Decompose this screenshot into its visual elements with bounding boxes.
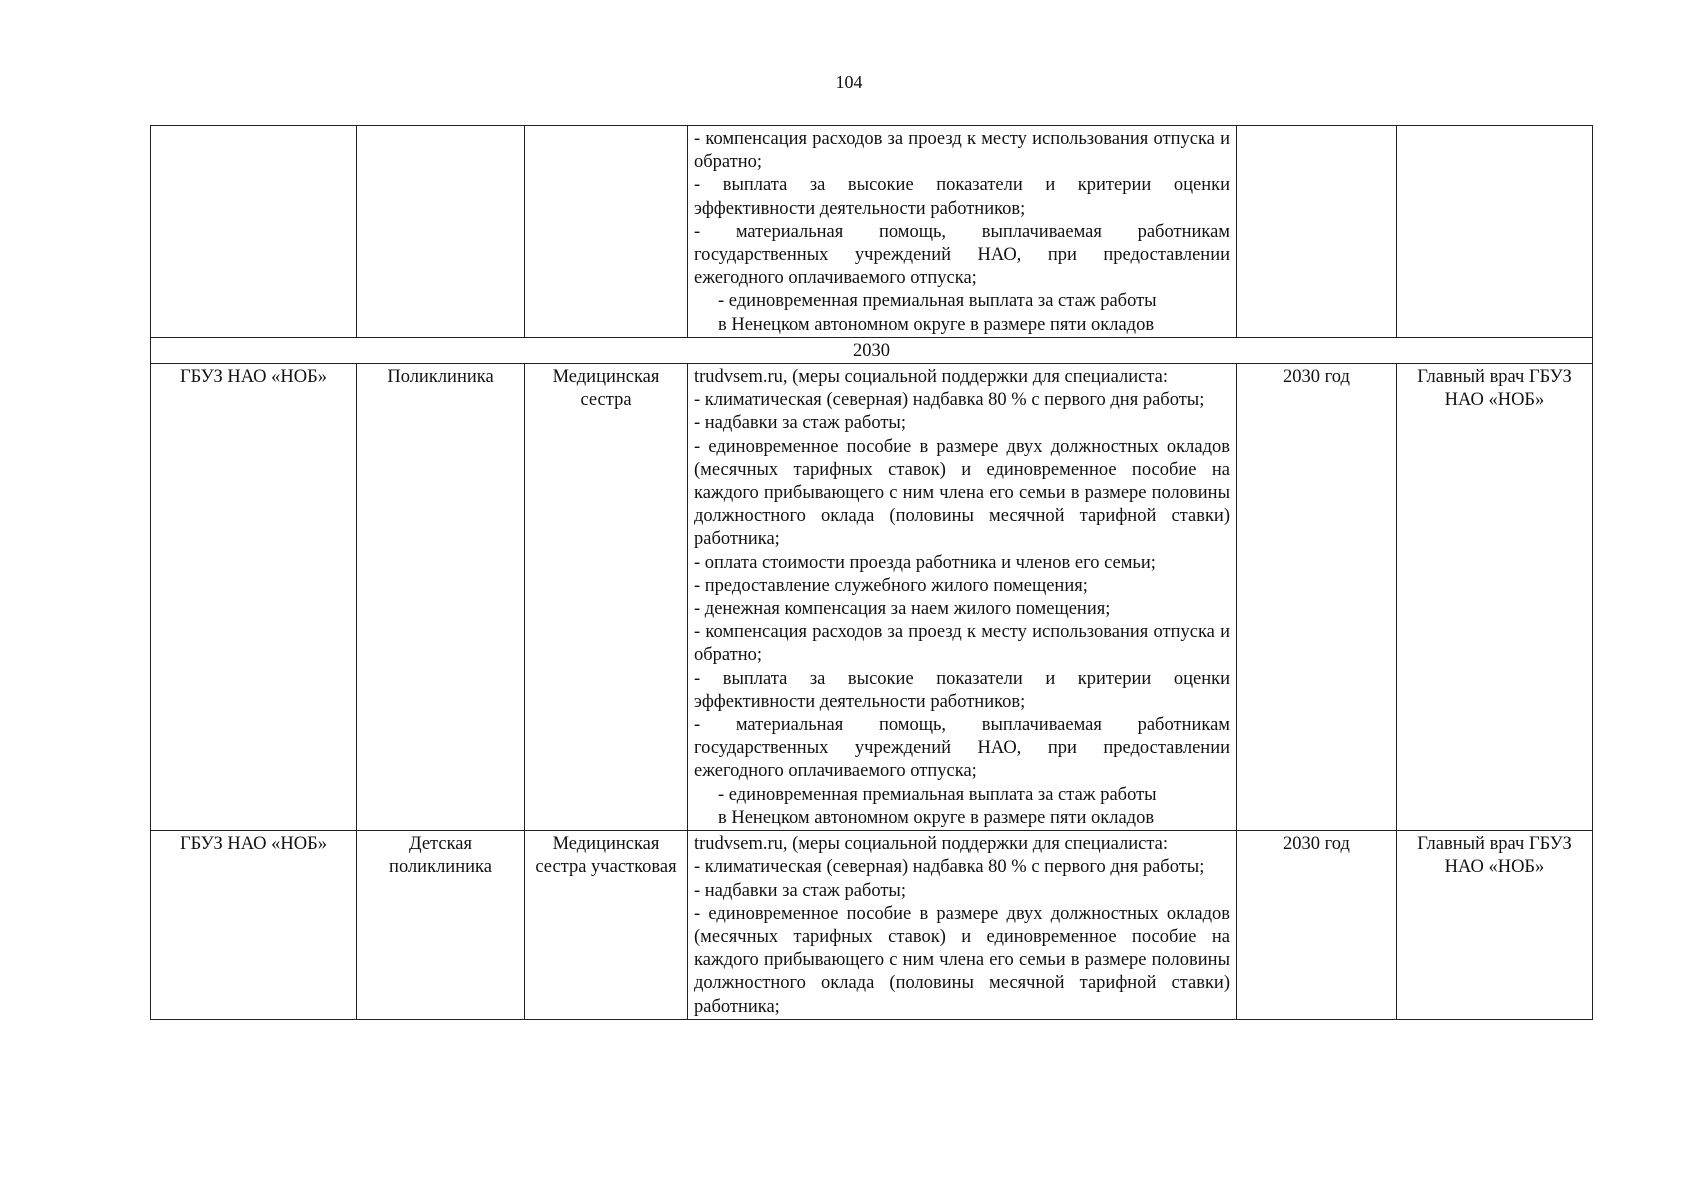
organization-cell-empty [151, 126, 357, 338]
deadline-cell: 2030 год [1237, 364, 1397, 831]
premium-line: - единовременная премиальная выплата за стаж работы [718, 291, 1157, 312]
measure-item: - климатическая (северная) надбавка 80 % с первого дня работы; [694, 857, 1205, 878]
measure-item: - климатическая (северная) надбавка 80 % с первого дня работы; [694, 390, 1205, 411]
premium-line: в Ненецком автономном округе в размере пяти окладов [718, 807, 1155, 828]
measure-item: trudvsem.ru, (меры социальной поддержки для специалиста: [694, 367, 1168, 388]
measure-item: - оплата стоимости проезда работника и членов его семьи; [694, 552, 1156, 573]
measures-cell [688, 831, 1237, 1020]
measure-item: - единовременное пособие в размере двух должностных окладов (месячных тарифных ставок) и единовременное пособие на каждого прибывающего с ним члена его семьи в размере половины должностного оклада (половины месячной тарифной ставки) работника; [694, 436, 1230, 550]
measure-item: - материальная помощь, выплачиваемая работникам государственных учреждений НАО, при предоставлении ежегодного оплачиваемого отпуска; [694, 221, 1230, 289]
deadline-cell-empty [1237, 126, 1397, 338]
page-number: 104 [835, 72, 863, 92]
measures-cell [688, 126, 1237, 338]
organization-cell: ГБУЗ НАО «НОБ» [151, 364, 357, 831]
measure-item: - предоставление служебного жилого помещения; [694, 575, 1088, 596]
organization-cell: ГБУЗ НАО «НОБ» [151, 831, 357, 1020]
department-cell: Детская поликлиника [357, 831, 525, 1020]
measure-item: - выплата за высокие показатели и критерии оценки эффективности деятельности работников; [694, 175, 1230, 219]
table-row [151, 364, 1593, 831]
measures-table [150, 125, 1593, 1020]
premium-line: в Ненецком автономном округе в размере пяти окладов [718, 314, 1155, 335]
measure-item: - компенсация расходов за проезд к месту использования отпуска и обратно; [694, 129, 1230, 173]
measure-item: - надбавки за стаж работы; [694, 413, 907, 434]
measure-item: - выплата за высокие показатели и критерии оценки эффективности деятельности работников; [694, 668, 1230, 712]
measure-item: - единовременное пособие в размере двух должностных окладов (месячных тарифных ставок) и единовременное пособие на каждого прибывающего с ним члена его семьи в размере половины должностного оклада (половины месячной тарифной ставки) работника; [694, 903, 1230, 1017]
department-cell-empty [357, 126, 525, 338]
table-row [151, 831, 1593, 1020]
position-cell-empty [525, 126, 688, 338]
measure-item: - материальная помощь, выплачиваемая работникам государственных учреждений НАО, при предоставлении ежегодного оплачиваемого отпуска; [694, 715, 1230, 782]
measure-item: - денежная компенсация за наем жилого помещения; [694, 599, 1111, 620]
measure-item: - компенсация расходов за проезд к месту использования отпуска и обратно; [694, 622, 1230, 666]
premium-line: - единовременная премиальная выплата за стаж работы [718, 784, 1157, 805]
table-row-continuation [151, 126, 1593, 338]
position-cell: Медицинская сестра участковая [525, 831, 688, 1020]
measures-cell [688, 364, 1237, 831]
responsible-cell: Главный врач ГБУЗ НАО «НОБ» [1397, 831, 1593, 1020]
measure-item: - надбавки за стаж работы; [694, 880, 907, 901]
year-header-row [151, 337, 1593, 363]
responsible-cell-empty [1397, 126, 1593, 338]
year-header: 2030 [151, 337, 1593, 363]
responsible-cell: Главный врач ГБУЗ НАО «НОБ» [1397, 364, 1593, 831]
deadline-cell: 2030 год [1237, 831, 1397, 1020]
measure-item: trudvsem.ru, (меры социальной поддержки для специалиста: [694, 834, 1168, 855]
position-cell: Медицинская сестра [525, 364, 688, 831]
department-cell: Поликлиника [357, 364, 525, 831]
